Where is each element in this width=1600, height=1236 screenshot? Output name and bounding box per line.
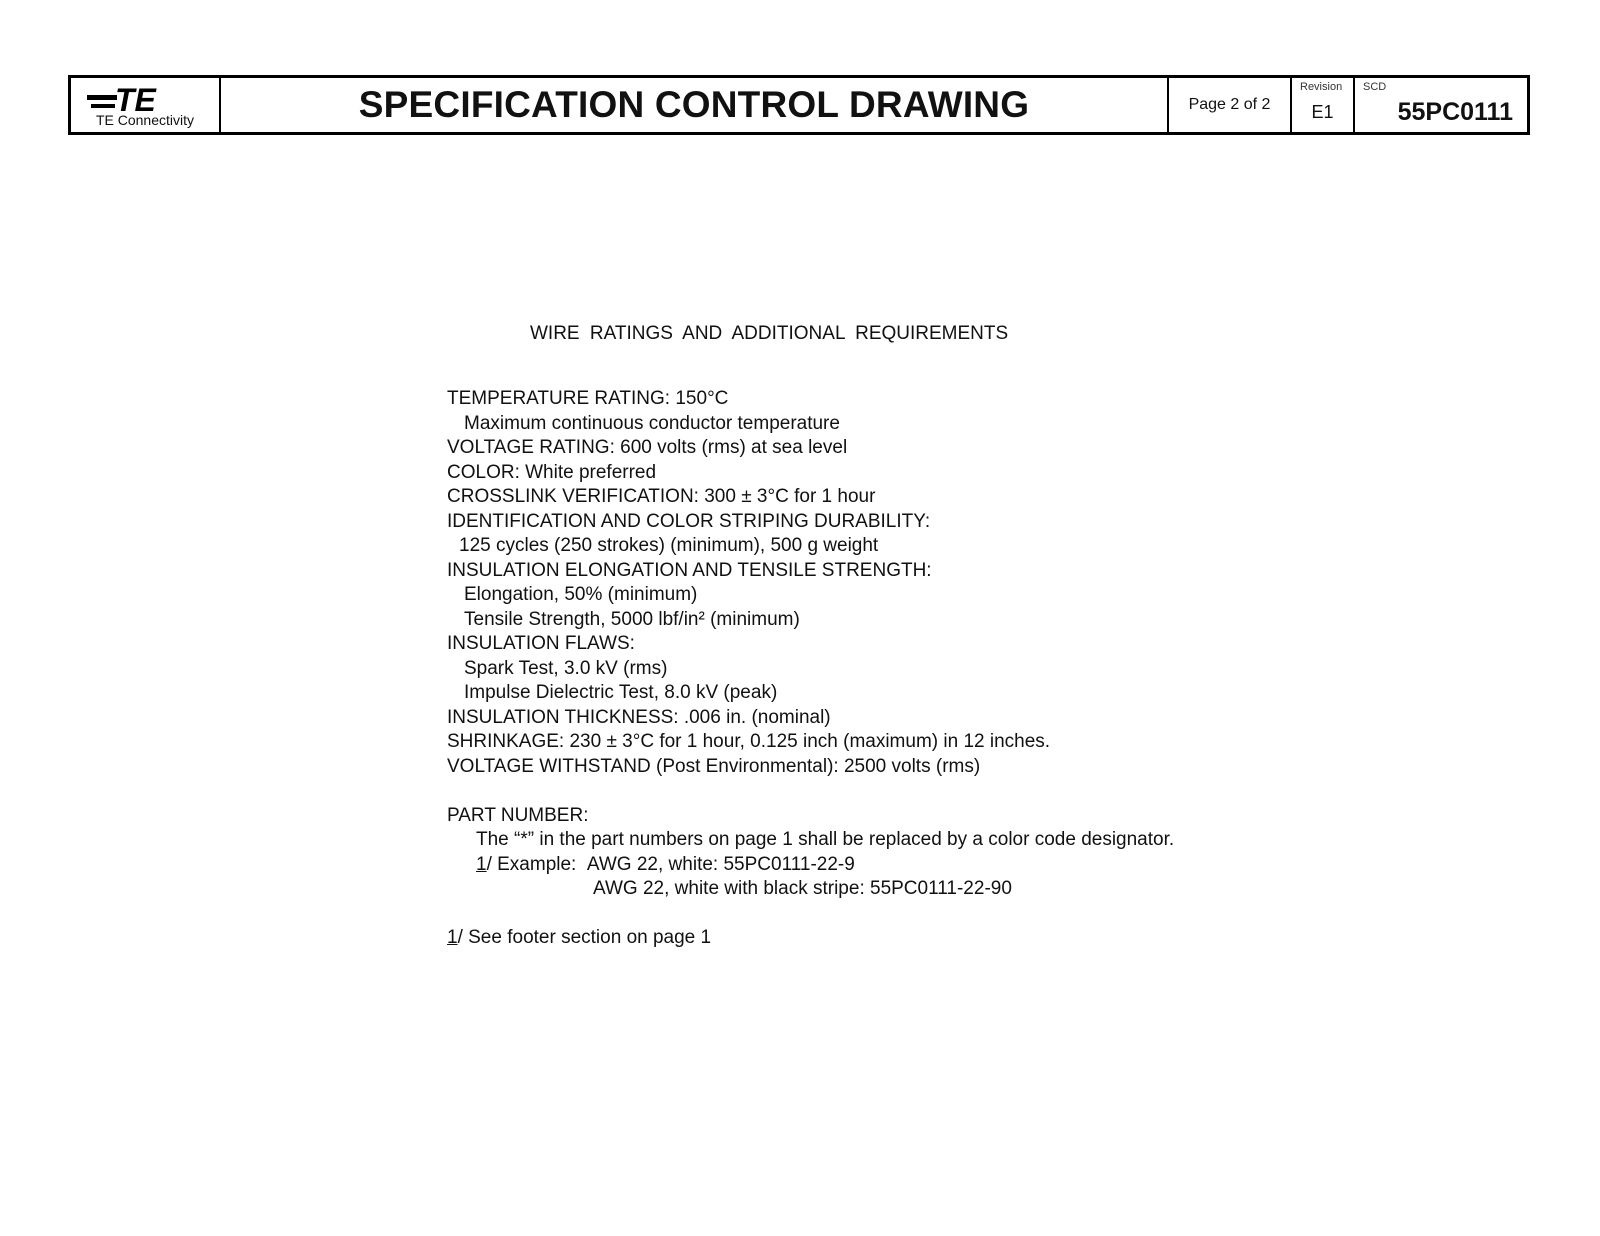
company-name: TE Connectivity xyxy=(95,112,195,128)
revision-value: E1 xyxy=(1311,102,1334,122)
rating-line: Spark Test, 3.0 kV (rms) xyxy=(464,657,668,679)
rating-line: INSULATION ELONGATION AND TENSILE STRENGTH: xyxy=(447,559,932,581)
te-logo-icon xyxy=(85,84,205,114)
logo-cell xyxy=(71,78,221,132)
rating-line: INSULATION FLAWS: xyxy=(447,633,635,654)
revision-cell xyxy=(1292,78,1355,132)
section-heading: WIRE RATINGS AND ADDITIONAL REQUIREMENTS xyxy=(530,323,1009,344)
rating-line: IDENTIFICATION AND COLOR STRIPING DURABILITY: xyxy=(447,510,931,532)
requirements-body xyxy=(447,387,1174,951)
title-cell xyxy=(221,78,1169,132)
rating-line: INSULATION THICKNESS: .006 in. (nominal) xyxy=(447,706,831,728)
scd-number: 55PC0111 xyxy=(1397,98,1513,126)
rating-line: Elongation, 50% (minimum) xyxy=(464,584,698,605)
rating-line: Tensile Strength, 5000 lbf/in² (minimum) xyxy=(464,608,800,630)
document-title: SPECIFICATION CONTROL DRAWING xyxy=(358,84,1030,125)
example-2: AWG 22, white with black stripe: 55PC0111-22-90 xyxy=(593,878,1012,899)
example-1: AWG 22, white: 55PC0111-22-9 xyxy=(586,853,855,875)
rating-line: SHRINKAGE: 230 ± 3°C for 1 hour, 0.125 inch (maximum) in 12 inches. xyxy=(447,731,1051,752)
scd-label: SCD xyxy=(1363,81,1387,93)
example-label: / Example: xyxy=(486,853,577,875)
page-indicator: Page 2 of 2 xyxy=(1188,96,1271,113)
part-number-description: The “*” in the part numbers on page 1 shall be replaced by a color code designator. xyxy=(476,829,1175,850)
footnote-ref: 1 xyxy=(447,927,458,948)
part-number-heading: PART NUMBER: xyxy=(447,804,589,826)
rating-line: COLOR: White preferred xyxy=(447,461,657,483)
page-cell xyxy=(1169,78,1292,132)
logo-text: TE xyxy=(115,84,156,114)
part-number-example xyxy=(447,853,1174,878)
footnote-text: / See footer section on page 1 xyxy=(457,927,712,948)
rating-line: VOLTAGE RATING: 600 volts (rms) at sea level xyxy=(447,437,848,458)
footnote xyxy=(447,926,1174,951)
rating-line: Maximum continuous conductor temperature xyxy=(464,412,840,434)
scd-cell xyxy=(1355,78,1527,132)
note-ref: 1 xyxy=(476,853,487,875)
rating-line: 125 cycles (250 strokes) (minimum), 500 g weight xyxy=(459,535,879,556)
revision-label: Revision xyxy=(1300,81,1343,93)
rating-line: Impulse Dielectric Test, 8.0 kV (peak) xyxy=(464,682,778,703)
title-block xyxy=(68,75,1530,135)
rating-line: CROSSLINK VERIFICATION: 300 ± 3°C for 1 hour xyxy=(447,486,876,507)
rating-line: VOLTAGE WITHSTAND (Post Environmental): 2500 volts (rms) xyxy=(447,755,981,777)
rating-line: TEMPERATURE RATING: 150°C xyxy=(447,388,729,409)
